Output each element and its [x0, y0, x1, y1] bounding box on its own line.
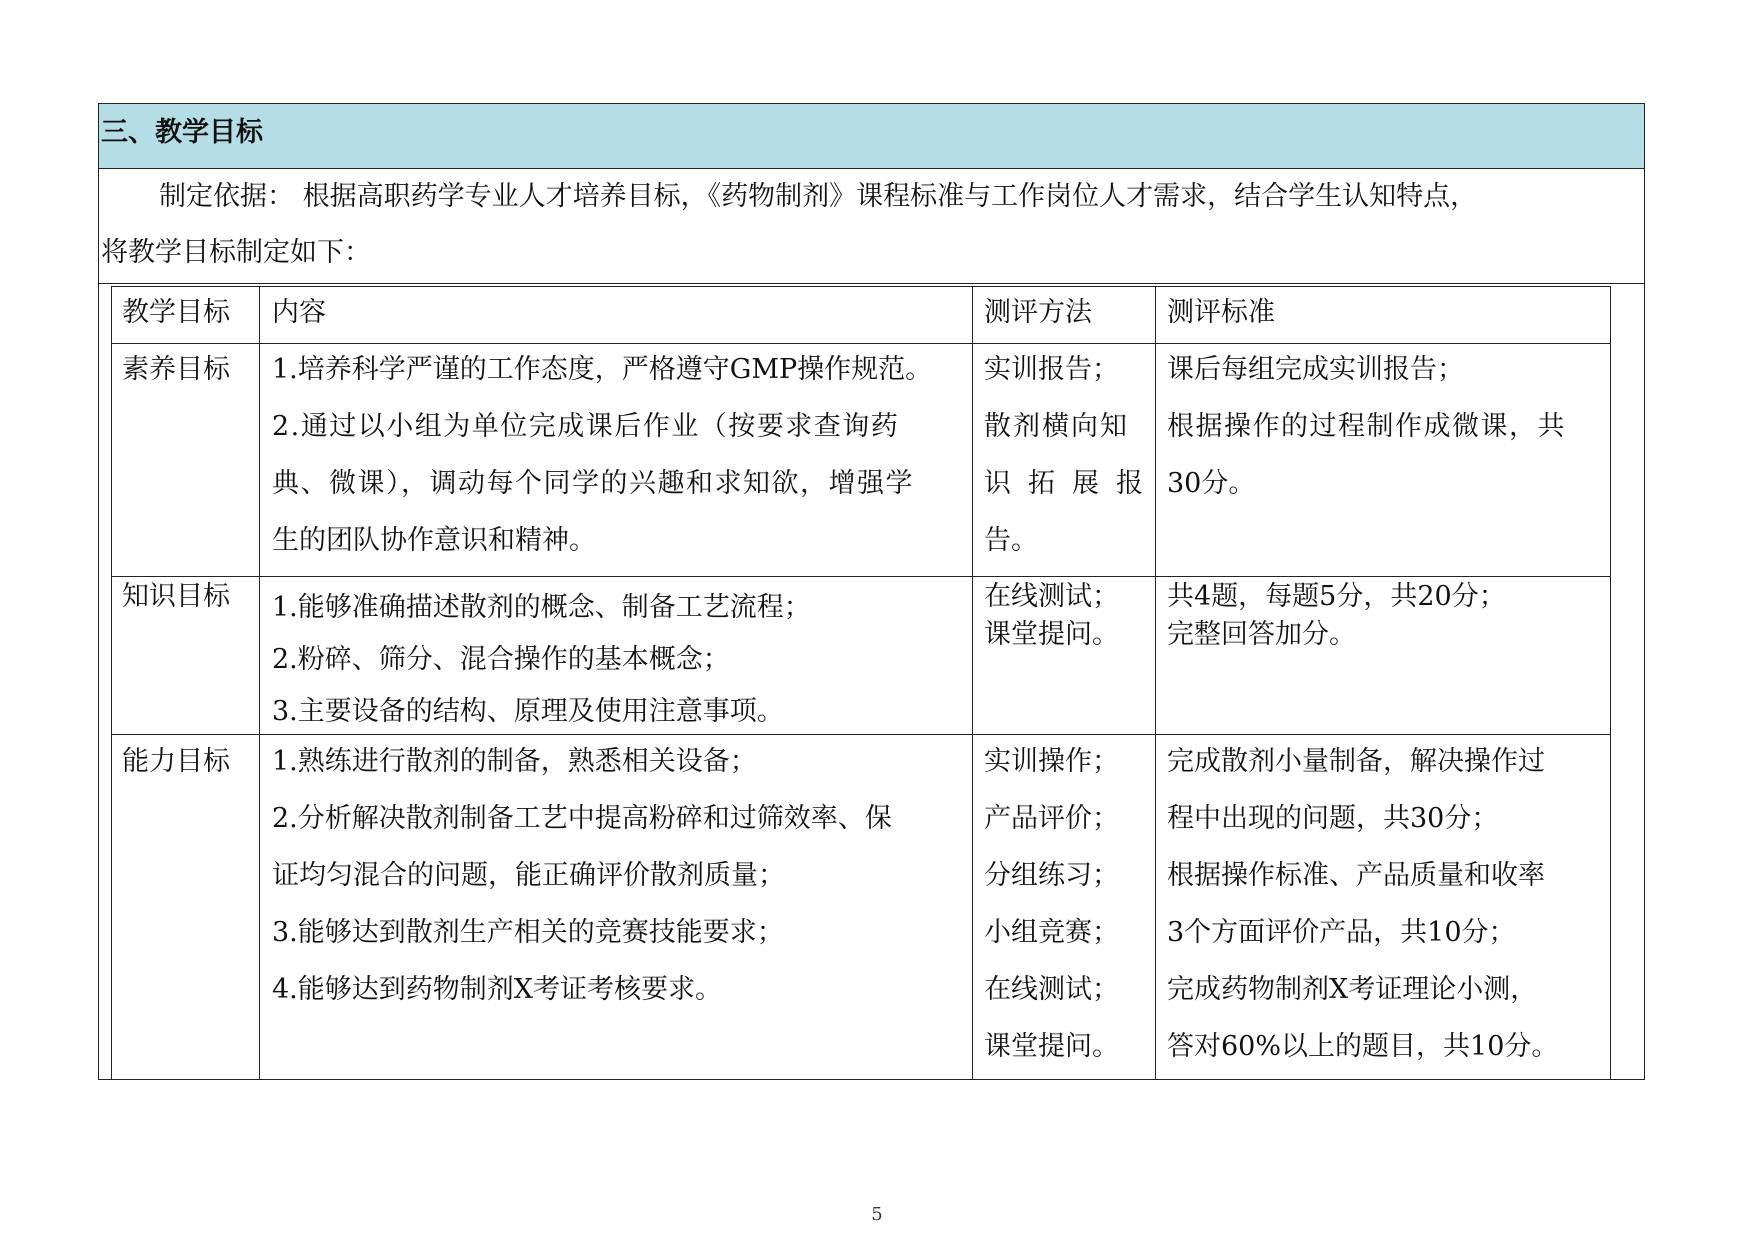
content-line: 1.培养科学严谨的工作态度，严格遵守GMP操作规范。 [272, 354, 933, 385]
standard-line: 完成散剂小量制备，解决操作过 [1167, 746, 1545, 777]
standard-line: 根据操作标准、产品质量和收率 [1167, 860, 1545, 891]
standard-line: 共4题，每题5分，共20分； [1167, 581, 1506, 612]
method-line: 产品评价； [984, 803, 1119, 834]
header-standard: 测评标准 [1167, 297, 1275, 328]
method-line: 识拓展报 [984, 468, 1160, 499]
content-line: 4.能够达到药物制剂X考证考核要求。 [272, 974, 722, 1005]
teaching-objectives-section [98, 103, 1645, 1080]
method-line: 课堂提问。 [984, 619, 1119, 650]
content-line: 1.能够准确描述散剂的概念、制备工艺流程； [272, 592, 811, 623]
method-line: 实训报告； [984, 354, 1119, 385]
standard-line: 3个方面评价产品，共10分； [1167, 917, 1516, 948]
row-divider-1 [112, 576, 1610, 577]
standard-line: 答对60%以上的题目，共10分。 [1167, 1031, 1559, 1062]
content-line: 3.能够达到散剂生产相关的竞赛技能要求； [272, 917, 784, 948]
header-goal: 教学目标 [122, 297, 230, 328]
header-method: 测评方法 [984, 297, 1092, 328]
content-line: 证均匀混合的问题，能正确评价散剂质量； [272, 860, 785, 891]
row-goal-ability: 能力目标 [122, 746, 230, 777]
standard-line: 完整回答加分。 [1167, 619, 1356, 650]
table-top-border [112, 286, 1610, 287]
page-number: 5 [871, 1204, 883, 1225]
standard-line: 课后每组完成实训报告； [1167, 354, 1464, 385]
content-line: 3.主要设备的结构、原理及使用注意事项。 [272, 696, 784, 727]
row-goal-knowledge: 知识目标 [122, 581, 230, 612]
basis-line-2: 将教学目标制定如下： [101, 237, 371, 268]
row-standard-knowledge [1167, 578, 1506, 654]
row-content-knowledge [272, 582, 811, 738]
row-standard-literacy [1167, 341, 1566, 512]
method-line: 在线测试； [984, 581, 1119, 612]
section-header [99, 104, 1644, 169]
standard-line: 完成药物制剂X考证理论小测， [1167, 974, 1538, 1005]
content-line: 1.熟练进行散剂的制备，熟悉相关设备； [272, 746, 757, 777]
basis-paragraph [99, 170, 1644, 284]
row-method-ability [984, 733, 1119, 1075]
content-line: 2.通过以小组为单位完成课后作业（按要求查询药 [272, 411, 900, 442]
section-title: 三、教学目标 [101, 117, 263, 148]
basis-line-1: 制定依据： 根据高职药学专业人才培养目标，《药物制剂》课程标准与工作岗位人才需求，结合学生认知特点， [159, 181, 1478, 212]
standard-line: 程中出现的问题，共30分； [1167, 803, 1499, 834]
row-content-literacy [272, 341, 932, 569]
standard-line: 30分。 [1167, 468, 1256, 499]
content-line: 典、微课），调动每个同学的兴趣和求知欲，增强学 [272, 468, 914, 499]
method-line: 课堂提问。 [984, 1031, 1119, 1062]
row-goal-literacy: 素养目标 [122, 354, 230, 385]
row-method-knowledge [984, 578, 1119, 654]
content-line: 2.分析解决散剂制备工艺中提高粉碎和过筛效率、保 [272, 803, 892, 834]
content-line: 2.粉碎、筛分、混合操作的基本概念； [272, 644, 730, 675]
objectives-table [111, 286, 1611, 1080]
method-line: 告。 [984, 525, 1038, 556]
row-content-ability [272, 733, 892, 1018]
method-line: 小组竞赛； [984, 917, 1119, 948]
col-divider-1 [259, 286, 260, 1079]
method-line: 散剂横向知 [984, 411, 1129, 442]
row-method-literacy [984, 341, 1160, 569]
header-content: 内容 [272, 297, 326, 328]
col-divider-2 [972, 286, 973, 1079]
method-line: 分组练习； [984, 860, 1119, 891]
row-standard-ability [1167, 733, 1558, 1075]
standard-line: 根据操作的过程制作成微课，共 [1167, 411, 1566, 442]
method-line: 在线测试； [984, 974, 1119, 1005]
content-line: 生的团队协作意识和精神。 [272, 525, 596, 556]
method-line: 实训操作； [984, 746, 1119, 777]
